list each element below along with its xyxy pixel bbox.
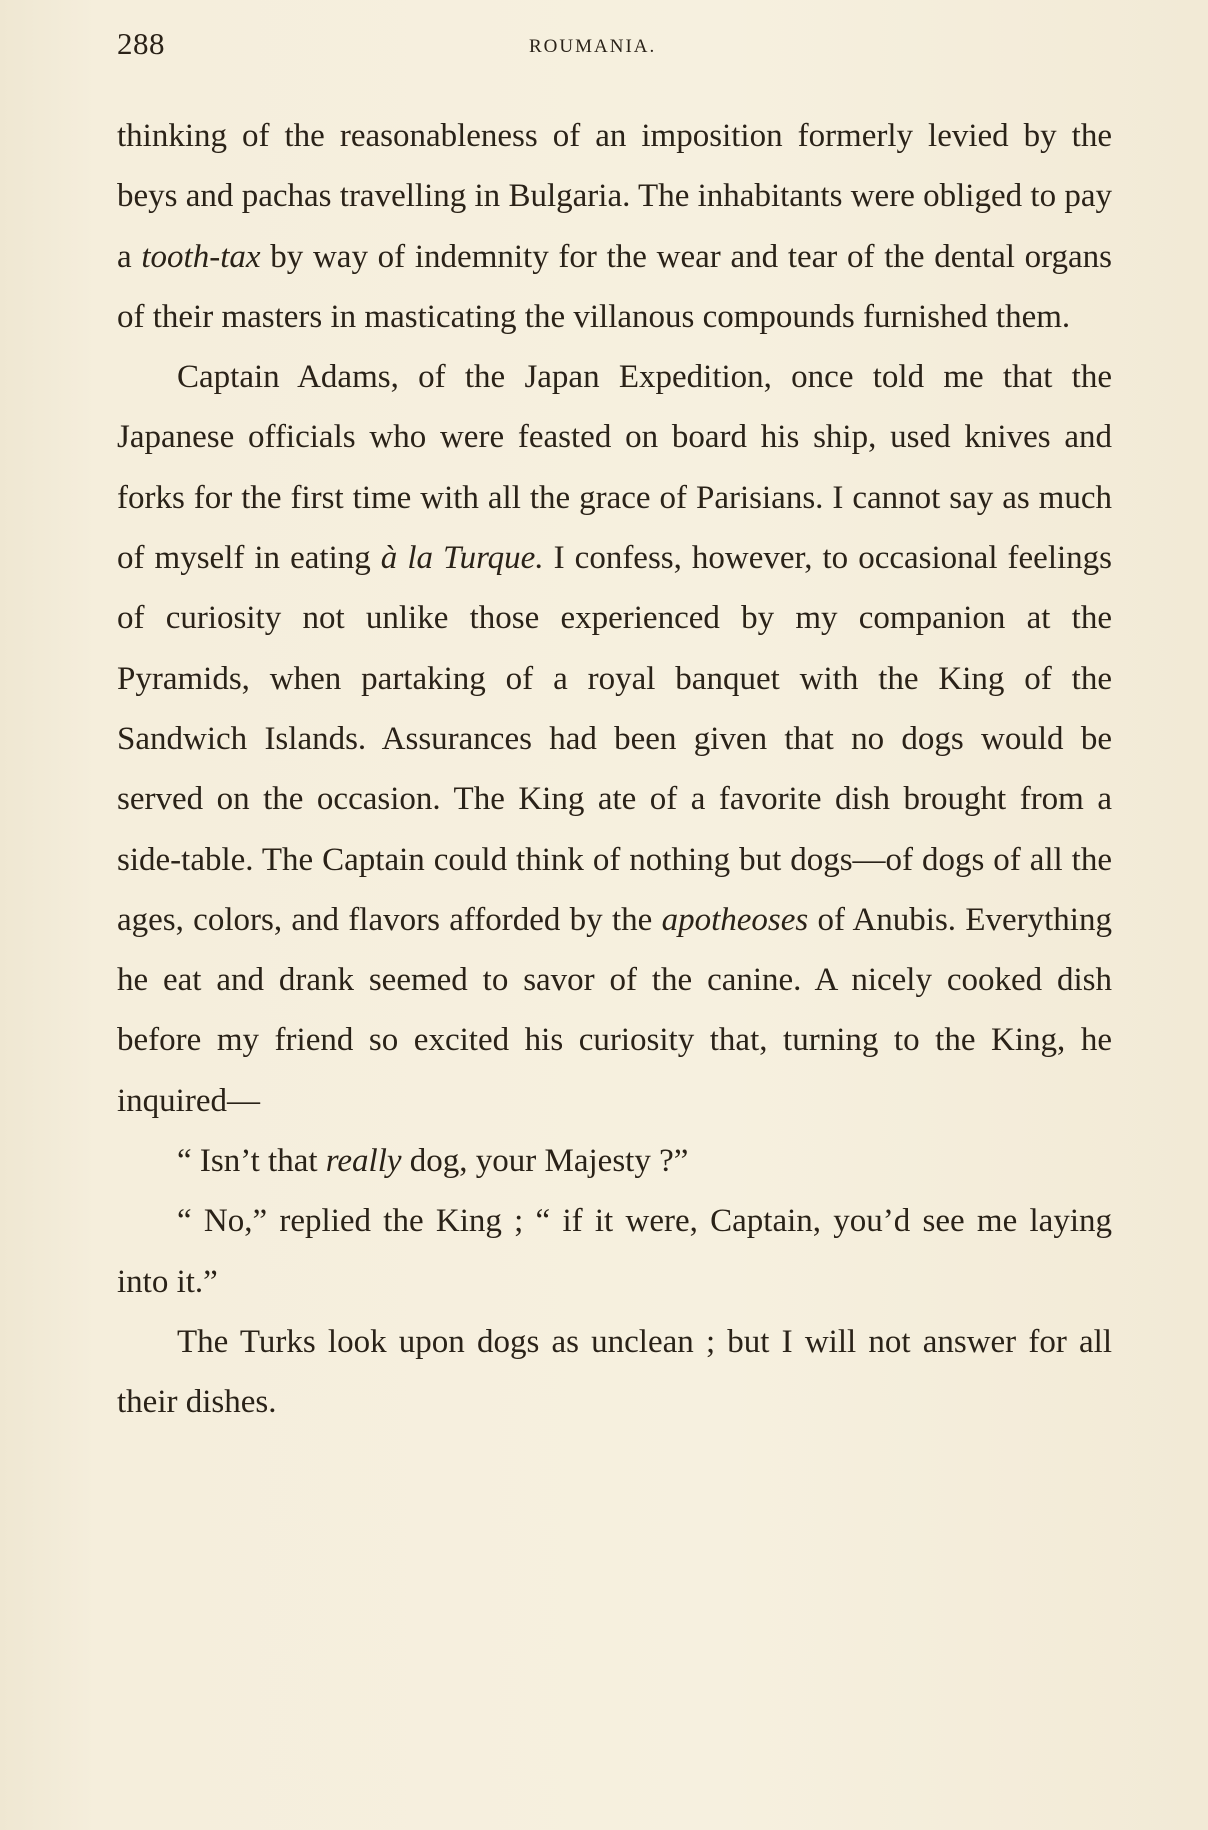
text-segment: thinking of the reasonableness of an imposition formerly levied by the beys and pachas travelling in Bulgaria. The inhabitants were obliged to pay a [117,118,1112,275]
text-segment: dog, your Majesty ?” [401,1143,689,1180]
page-header [117,26,1112,66]
paragraph [117,1191,1112,1312]
running-title: ROUMANIA. [529,36,657,57]
text-segment: The Turks look upon dogs as unclean ; but I will not answer for all their dishes. [117,1323,1112,1421]
text-segment: I confess, however, to occasional feelings of curiosity not unlike those experienced by my companion at the Pyramids, when partaking of a royal banquet with the King of the Sandwich Islands. Assurances had been given that no dogs would be served on the occasion. The King ate of a favorite dish brought from a side-table. The Captain could think of nothing but dogs—of dogs of all the ages, colors, and flavors afforded by the [117,540,1112,938]
paragraph [117,1312,1112,1433]
paragraph [117,1131,1112,1191]
text-segment: of Anubis. Everything he eat and drank seemed to savor of the canine. A nicely cooked dish before my friend so excited his curiosity that, turning to the King, he inquired— [117,901,1112,1119]
text-segment: “ No,” replied the King ; “ if it were, Captain, you’d see me laying into it.” [117,1203,1112,1300]
italic-text: really [325,1143,402,1180]
italic-text: à la Turque. [380,540,544,577]
italic-text: tooth-tax [141,238,261,275]
body-text [117,106,1112,1433]
paragraph [117,347,1112,1131]
page-number: 288 [117,26,165,61]
text-segment: by way of indemnity for the wear and tear of the dental organs of their masters in masticating the villanous compounds furnished them. [117,238,1112,335]
text-segment: Captain Adams, of the Japan Expedition, once told me that the Japanese officials who were feasted on board his ship, used knives and forks for the first time with all the grace of Parisians. I cannot say as much of myself in eating [117,359,1112,577]
italic-text: apotheoses [661,901,809,938]
text-segment: “ Isn’t that [177,1143,326,1180]
paragraph [117,106,1112,347]
